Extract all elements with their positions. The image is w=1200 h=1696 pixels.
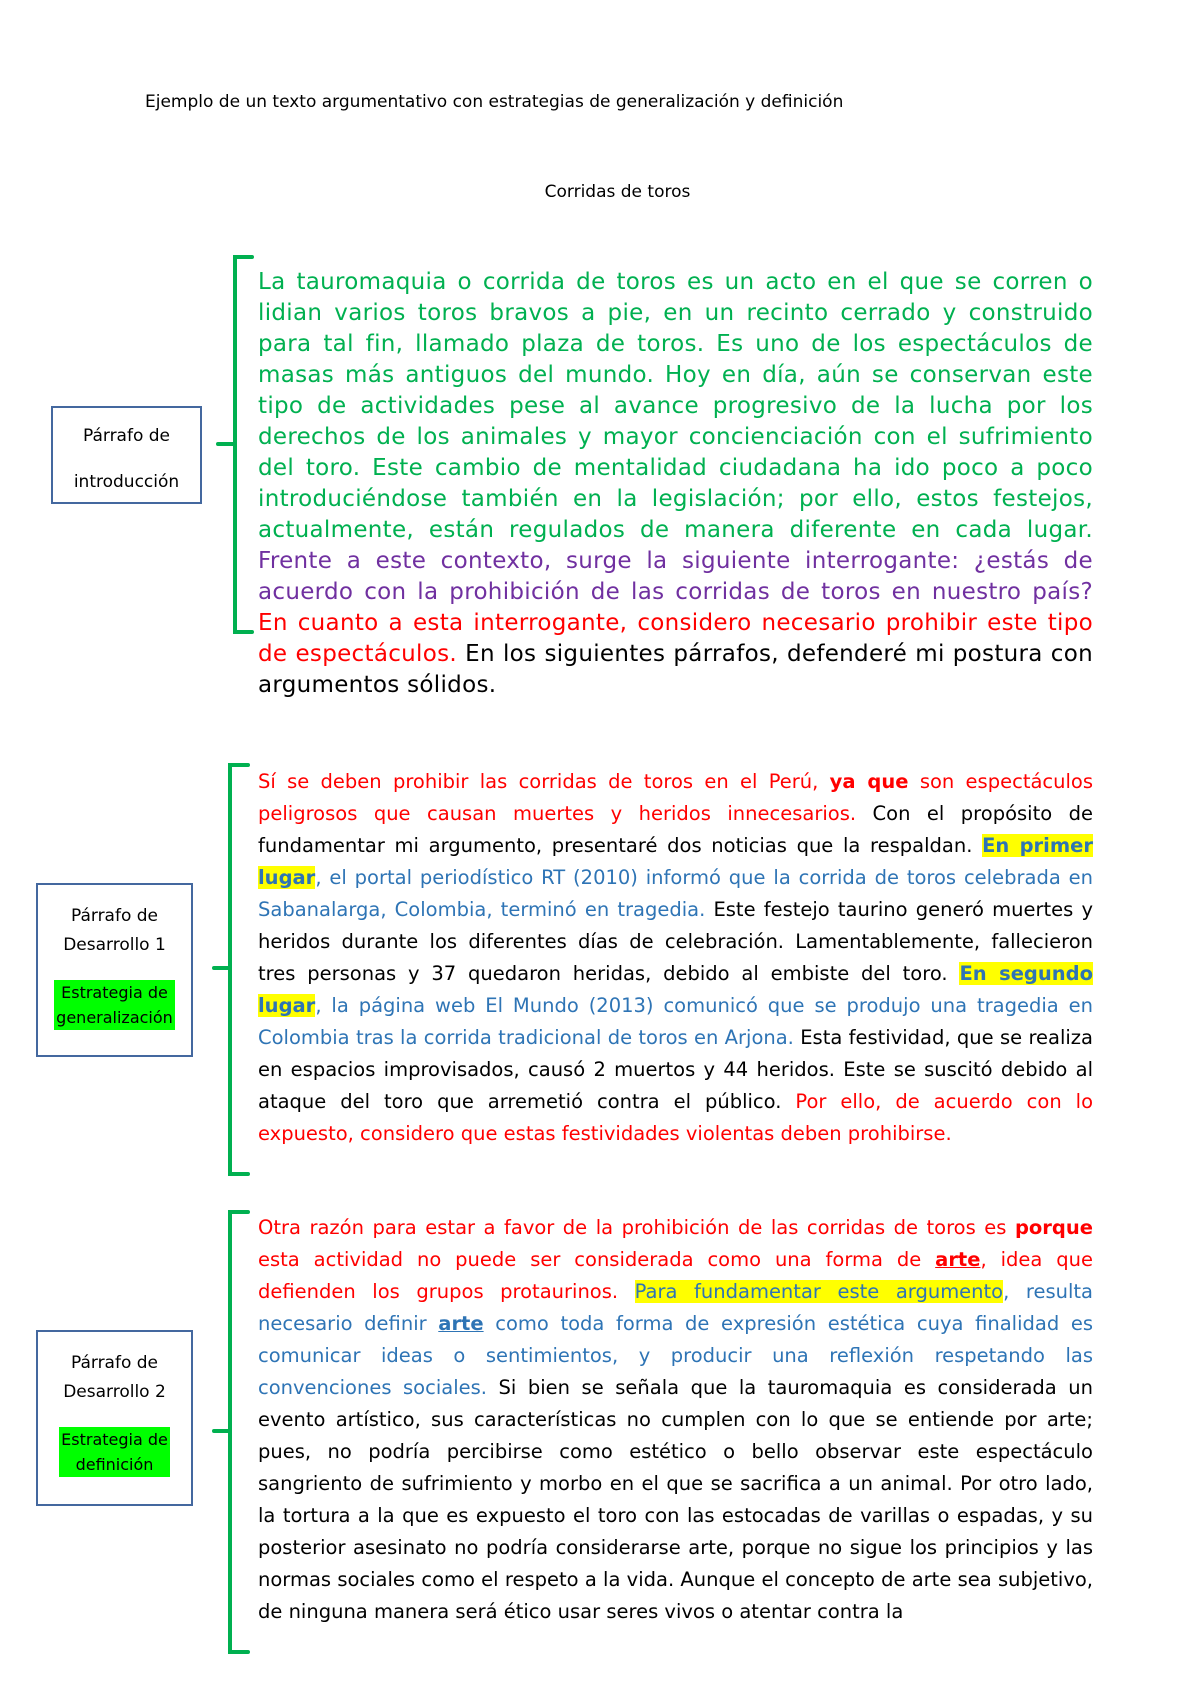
dev2-term: arte: [935, 1248, 981, 1271]
dev1-first-news: , el portal periodístico RT (2010) informó que la corrida de toros celebrada en Sabanalarga, Colombia, terminó en tragedia.: [258, 866, 1093, 921]
dev1-conclusion: Por ello, de acuerdo con lo expuesto, considero que estas festividades violentas deben prohibirse.: [258, 1090, 1093, 1145]
essay-title: Corridas de toros: [544, 182, 691, 202]
intro-label-box: [51, 406, 202, 504]
dev2-claim-a: Otra razón para estar a favor de la prohibición de las corridas de toros es: [258, 1216, 1007, 1239]
dev1-intro: Con el propósito de fundamentar mi argumento, presentaré dos noticias que la respaldan.: [258, 802, 1094, 857]
dev2-strategy-line1: Estrategia de: [61, 1430, 168, 1449]
intro-closing: En los siguientes párrafos, defenderé mi postura con argumentos sólidos.: [258, 641, 1093, 698]
dev1-strategy-line2: generalización: [56, 1008, 173, 1027]
dev2-label-line2: Desarrollo 2: [63, 1382, 166, 1402]
intro-context: La tauromaquia o corrida de toros es un acto en el que se corren o lidian varios toros bravos a pie, en un recinto cerrado y construido para tal fin, llamado plaza de toros. Es uno de los espectáculos de masas más antiguos del mundo. Hoy en día, aún se conservan este tipo de actividades pese al avance progresivo de la lucha por los derechos de los animales y mayor concienciación con el sufrimiento del toro. Este cambio de mentalidad ciudadana ha ido poco a poco introduciéndose también en la legislación; por ello, estos festejos, actualmente, están regulados de manera diferente en cada lugar.: [258, 269, 1093, 543]
dev2-connector: porque: [1014, 1216, 1093, 1239]
dev1-claim-b: son espectáculos peligrosos que causan muertes y heridos innecesarios.: [258, 770, 1093, 825]
dev1-second-detail: Esta festividad, que se realiza en espacios improvisados, causó 2 muertos y 44 heridos. Este se suscitó debido al ataque del toro que arremetió contra el público.: [258, 1026, 1093, 1113]
dev1-paragraph: [258, 766, 1093, 1150]
dev2-def-b: como toda forma de expresión estética cuya finalidad es comunicar ideas o sentimientos, y producir una reflexión respetando las convenciones sociales.: [258, 1312, 1094, 1399]
dev1-bracket: [214, 765, 248, 1174]
dev2-claim-b: esta actividad no puede ser considerada como una forma de: [258, 1248, 922, 1271]
dev2-claim-c: , idea que defienden los grupos protaurinos.: [258, 1248, 1093, 1303]
dev2-strategy-line2: definición: [75, 1455, 154, 1474]
dev1-second-news: , la página web El Mundo (2013) comunicó que se produjo una tragedia en Colombia tras la corrida tradicional de toros en Arjona.: [258, 994, 1093, 1049]
dev1-second-marker: En segundo lugar: [258, 962, 1094, 1017]
intro-label-line1: Párrafo de: [82, 426, 171, 446]
intro-thesis: En cuanto a esta interrogante, considero necesario prohibir este tipo de espectáculos.: [258, 610, 1093, 667]
dev1-label-line1: Párrafo de: [70, 906, 159, 926]
dev2-bracket: [214, 1212, 248, 1652]
dev1-claim-a: Sí se deben prohibir las corridas de toros en el Perú,: [258, 770, 819, 793]
dev1-label-line2: Desarrollo 1: [63, 935, 166, 955]
intro-bracket: [218, 257, 252, 632]
dev2-def-a: , resulta necesario definir: [258, 1280, 1094, 1335]
dev1-first-marker: En primer lugar: [258, 834, 1093, 889]
dev1-strategy-line1: Estrategia de: [61, 983, 168, 1002]
dev1-first-detail: Este festejo taurino generó muertes y heridos durante los diferentes días de celebración. Lamentablemente, fallecieron tres personas y 37 quedaron heridas, debido al embiste del toro.: [258, 898, 1093, 985]
dev2-label-line1: Párrafo de: [70, 1353, 159, 1373]
dev1-connector: ya que: [829, 770, 909, 793]
dev1-label-box: [36, 883, 193, 1057]
dev2-def-term: arte: [438, 1312, 484, 1335]
intro-question: Frente a este contexto, surge la siguiente interrogante: ¿estás de acuerdo con la prohibición de las corridas de toros en nuestro país?: [258, 548, 1093, 605]
dev2-body: Si bien se señala que la tauromaquia es considerada un evento artístico, sus características no cumplen con lo que se entiende por arte; pues, no podría percibirse como estético o bello observar este espectáculo sangriento de sufrimiento y morbo en el que se sacrifica a un animal. Por otro lado, la tortura a la que es expuesto el toro con las estocadas de varillas o espadas, y su posterior asesinato no podría considerarse arte, porque no sigue los principios y las normas sociales como el respeto a la vida. Aunque el concepto de arte sea subjetivo, de ninguna manera será ético usar seres vivos o atentar contra la: [258, 1376, 1094, 1623]
dev2-def-marker: Para fundamentar este argumento: [634, 1280, 1004, 1303]
document-title: Ejemplo de un texto argumentativo con estrategias de generalización y definición: [145, 92, 844, 112]
intro-label-line2: introducción: [73, 472, 180, 492]
dev2-paragraph: [258, 1212, 1093, 1628]
dev1-strategy-tag: [54, 980, 175, 1030]
dev2-strategy-tag: [59, 1427, 170, 1477]
intro-paragraph: [258, 267, 1093, 701]
dev2-label-box: [36, 1330, 193, 1506]
